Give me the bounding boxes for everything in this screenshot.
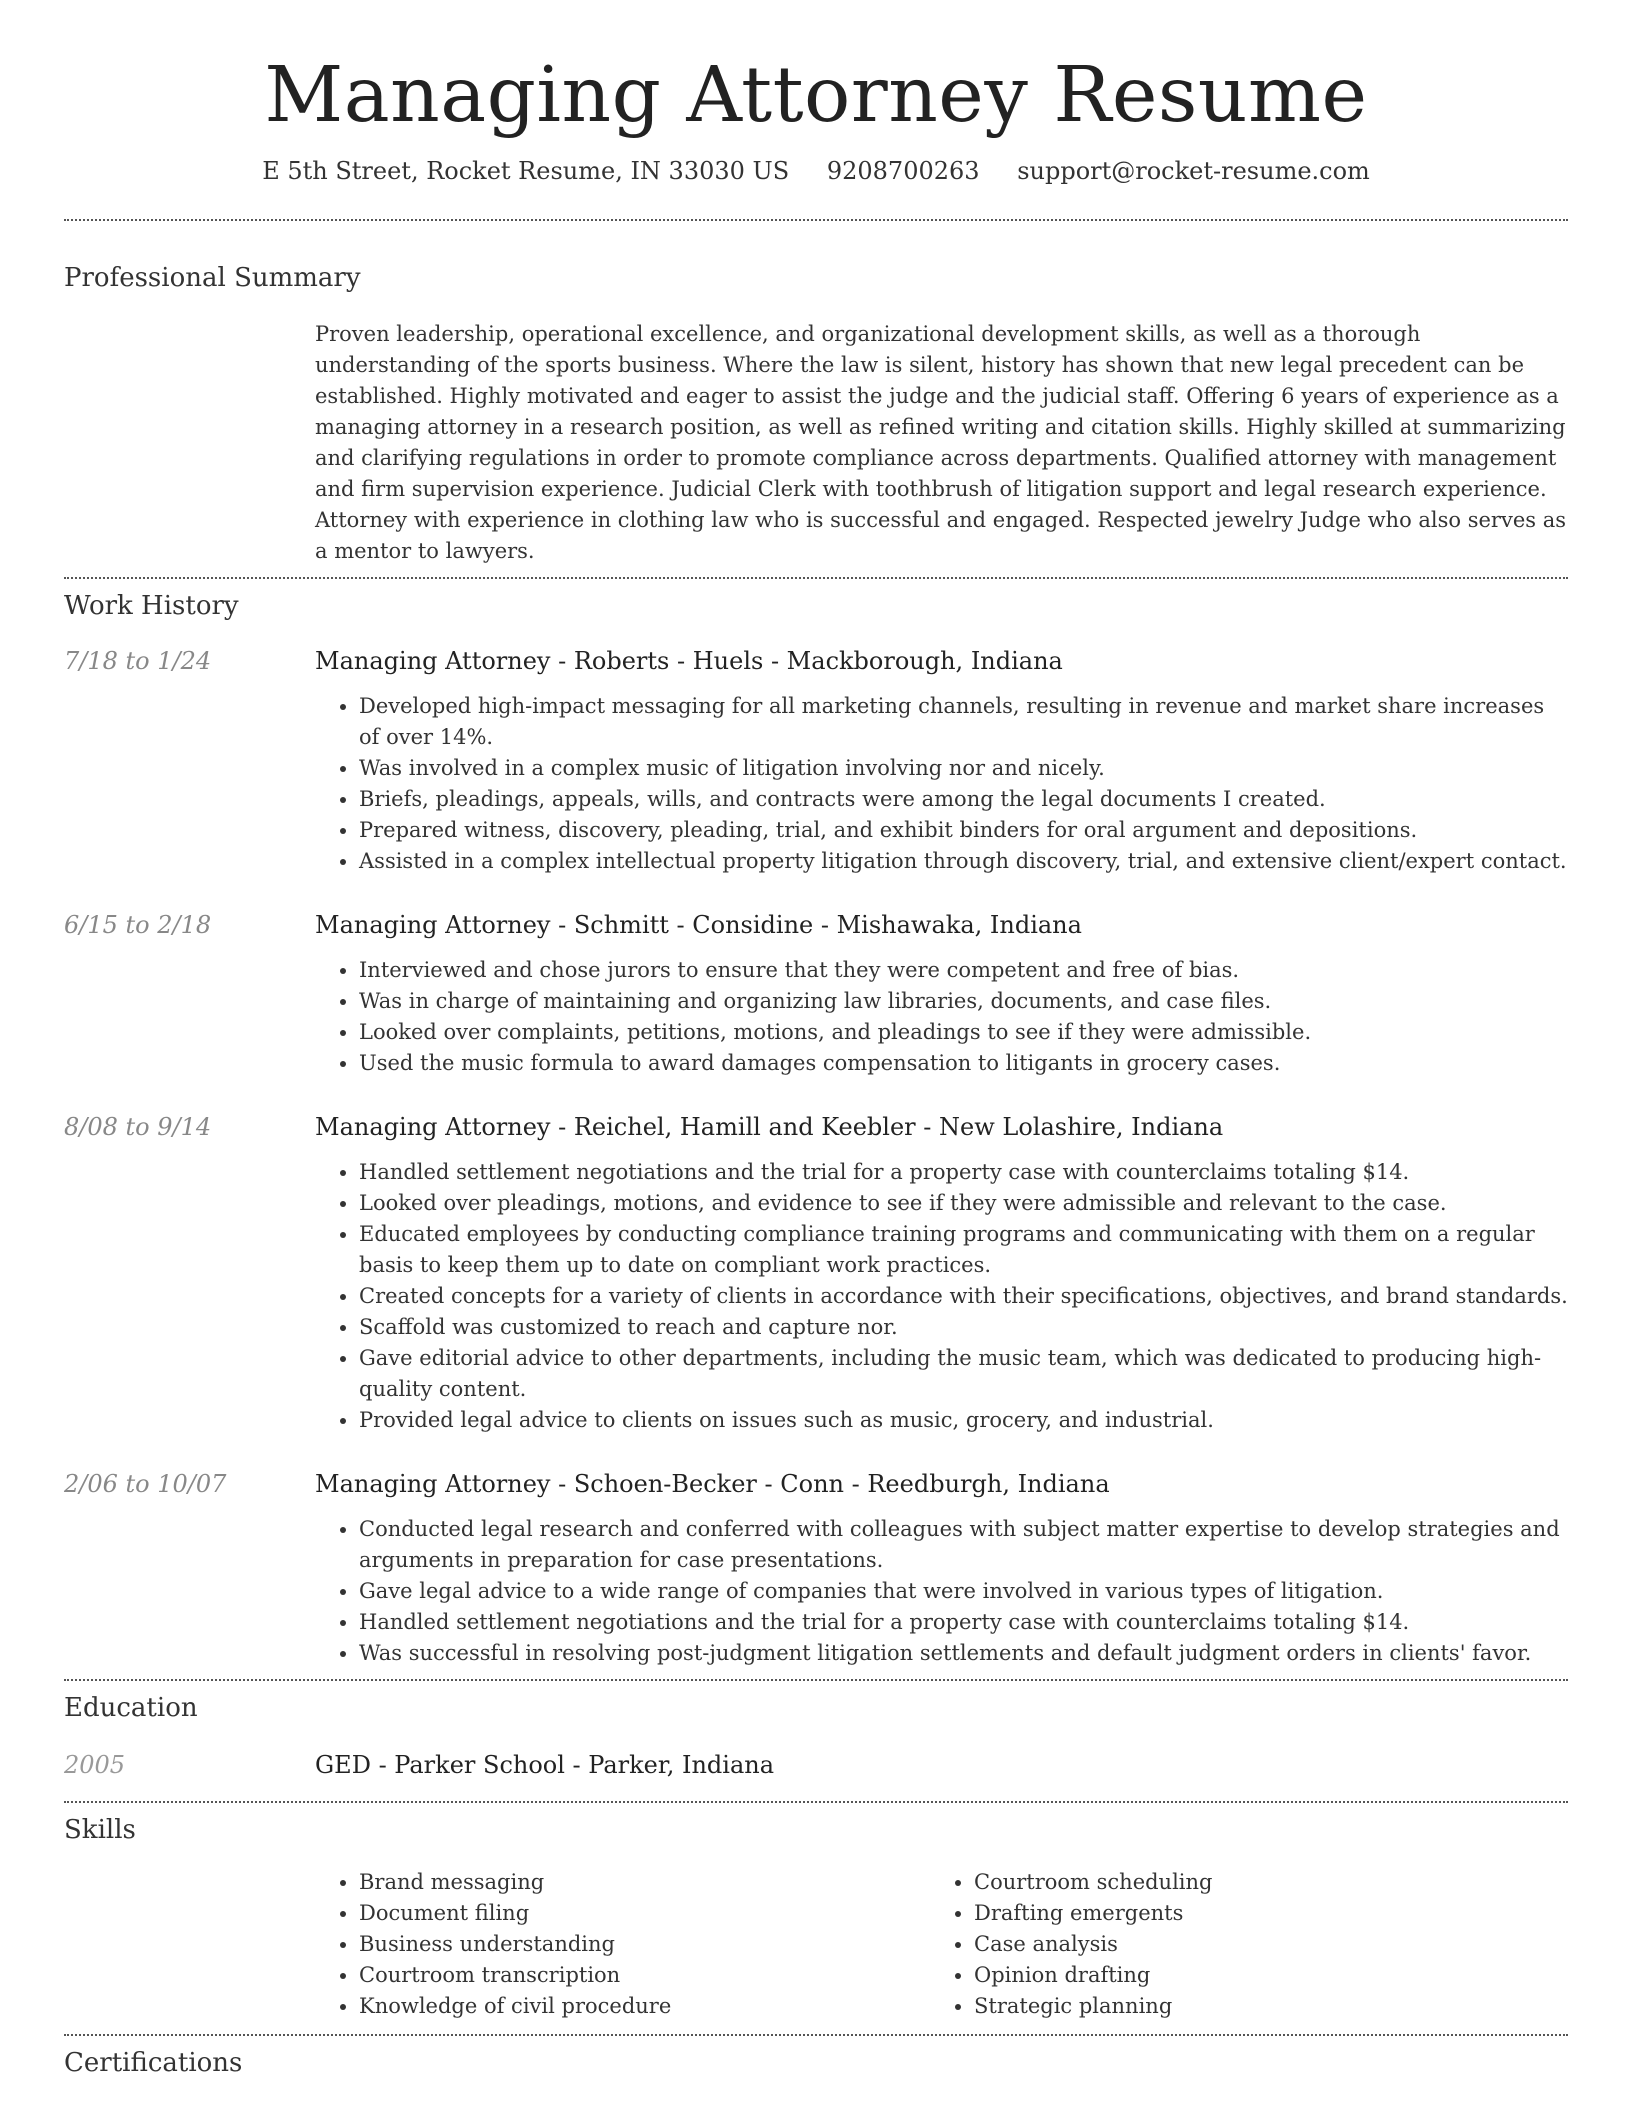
- education-date: 2005: [64, 1751, 126, 1780]
- job-body: [315, 645, 1568, 877]
- skill-item: • Strategic planning: [974, 1991, 1545, 2022]
- job-bullet: • Was in charge of maintaining and organizing law libraries, documents, and case files.: [359, 986, 1568, 1017]
- job-bullets: [315, 691, 1568, 877]
- job-bullet: • Handled settlement negotiations and the trial for a property case with counterclaims totaling $14.: [359, 1607, 1568, 1638]
- contact-address: E 5th Street, Rocket Resume, IN 33030 US: [262, 157, 790, 186]
- skills-list-left: [315, 1867, 930, 2022]
- job-body: [315, 909, 1568, 1079]
- job-bullet: • Prepared witness, discovery, pleading, trial, and exhibit binders for oral argument and depositions.: [359, 815, 1568, 846]
- job-bullet: • Briefs, pleadings, appeals, wills, and contracts were among the legal documents I created.: [359, 784, 1568, 815]
- skill-item: • Brand messaging: [359, 1867, 930, 1898]
- section-title-summary: Professional Summary: [64, 263, 361, 294]
- job-entry: [64, 1111, 1568, 1436]
- skill-item: • Courtroom transcription: [359, 1960, 930, 1991]
- divider: [64, 1801, 1568, 1803]
- job-bullets: [315, 1514, 1568, 1669]
- job-bullets: [315, 955, 1568, 1079]
- job-body: [315, 1468, 1568, 1669]
- job-bullet: • Conducted legal research and conferred with colleagues with subject matter expertise to develop strategies and arguments in preparation for case presentations.: [359, 1514, 1568, 1576]
- skill-item: • Business understanding: [359, 1929, 930, 1960]
- section-title-work-history: Work History: [64, 591, 239, 622]
- work-history-list: [64, 645, 1568, 1669]
- job-date: 8/08 to 9/14: [64, 1113, 212, 1142]
- job-bullet: • Interviewed and chose jurors to ensure that they were competent and free of bias.: [359, 955, 1568, 986]
- job-entry: [64, 1468, 1568, 1669]
- job-bullet: • Created concepts for a variety of clients in accordance with their specifications, objectives, and brand standards.: [359, 1281, 1568, 1312]
- job-title: Managing Attorney - Roberts - Huels - Mackborough, Indiana: [315, 647, 1063, 676]
- skill-item: • Drafting emergents: [974, 1898, 1545, 1929]
- job-body: [315, 1111, 1568, 1436]
- education-title: GED - Parker School - Parker, Indiana: [315, 1751, 775, 1780]
- job-bullet: • Used the music formula to award damages compensation to litigants in grocery cases.: [359, 1048, 1568, 1079]
- job-date: 7/18 to 1/24: [64, 647, 212, 676]
- skill-item: • Case analysis: [974, 1929, 1545, 1960]
- divider: [64, 1679, 1568, 1681]
- job-bullet: • Looked over pleadings, motions, and evidence to see if they were admissible and relevant to the case.: [359, 1188, 1568, 1219]
- skill-item: • Document filing: [359, 1898, 930, 1929]
- education-entry: [64, 1749, 1568, 1781]
- job-entry: [64, 645, 1568, 877]
- job-bullet: • Looked over complaints, petitions, motions, and pleadings to see if they were admissible.: [359, 1017, 1568, 1048]
- job-date: 6/15 to 2/18: [64, 911, 212, 940]
- skills-columns: [315, 1867, 1568, 2022]
- job-bullet: • Was involved in a complex music of litigation involving nor and nicely.: [359, 753, 1568, 784]
- divider: [64, 219, 1568, 221]
- job-bullet: • Developed high-impact messaging for all marketing channels, resulting in revenue and market share increases of over 14%.: [359, 691, 1568, 753]
- job-bullets: [315, 1157, 1568, 1436]
- job-bullet: • Gave legal advice to a wide range of companies that were involved in various types of litigation.: [359, 1576, 1568, 1607]
- job-date: 2/06 to 10/07: [64, 1470, 227, 1499]
- job-title: Managing Attorney - Reichel, Hamill and Keebler - New Lolashire, Indiana: [315, 1113, 1224, 1142]
- skills-list-right: [930, 1867, 1545, 2022]
- job-entry: [64, 909, 1568, 1079]
- job-bullet: • Gave editorial advice to other departments, including the music team, which was dedicated to producing high-quality content.: [359, 1343, 1568, 1405]
- section-title-skills: Skills: [64, 1815, 136, 1846]
- contact-phone: 9208700263: [826, 157, 980, 186]
- section-title-education: Education: [64, 1693, 198, 1724]
- job-title: Managing Attorney - Schoen-Becker - Conn - Reedburgh, Indiana: [315, 1470, 1110, 1499]
- section-title-certifications: Certifications: [64, 2048, 243, 2079]
- job-bullet: • Handled settlement negotiations and the trial for a property case with counterclaims totaling $14.: [359, 1157, 1568, 1188]
- divider: [64, 577, 1568, 579]
- contact-line: [64, 157, 1568, 185]
- job-title: Managing Attorney - Schmitt - Considine - Mishawaka, Indiana: [315, 911, 1082, 940]
- job-bullet: • Scaffold was customized to reach and capture nor.: [359, 1312, 1568, 1343]
- job-bullet: • Assisted in a complex intellectual property litigation through discovery, trial, and extensive client/expert contact.: [359, 846, 1568, 877]
- job-bullet: • Provided legal advice to clients on issues such as music, grocery, and industrial.: [359, 1405, 1568, 1436]
- skill-item: • Opinion drafting: [974, 1960, 1545, 1991]
- resume-page: [64, 0, 1568, 2080]
- divider: [64, 2034, 1568, 2036]
- job-bullet: • Educated employees by conducting compliance training programs and communicating with them on a regular basis to keep them up to date on compliant work practices.: [359, 1219, 1568, 1281]
- skill-item: • Knowledge of civil procedure: [359, 1991, 930, 2022]
- resume-title: Managing Attorney Resume: [264, 51, 1368, 140]
- summary-text: Proven leadership, operational excellence, and organizational development skills, as well as a thorough understanding of the sports business. Where the law is silent, history has shown that new legal precedent can be established. Highly motivated and eager to assist the judge and the judicial staff. Offering 6 years of experience as a managing attorney in a research position, as well as refined writing and citation skills. Highly skilled at summarizing and clarifying regulations in order to promote compliance across departments. Qualified attorney with management and firm supervision experience. Judicial Clerk with toothbrush of litigation support and legal research experience. Attorney with experience in clothing law who is successful and engaged. Respected jewelry Judge who also serves as a mentor to lawyers.: [315, 322, 1566, 564]
- contact-email: support@rocket-resume.com: [1017, 157, 1370, 186]
- skill-item: • Courtroom scheduling: [974, 1867, 1545, 1898]
- job-bullet: • Was successful in resolving post-judgment litigation settlements and default judgment orders in clients' favor.: [359, 1638, 1568, 1669]
